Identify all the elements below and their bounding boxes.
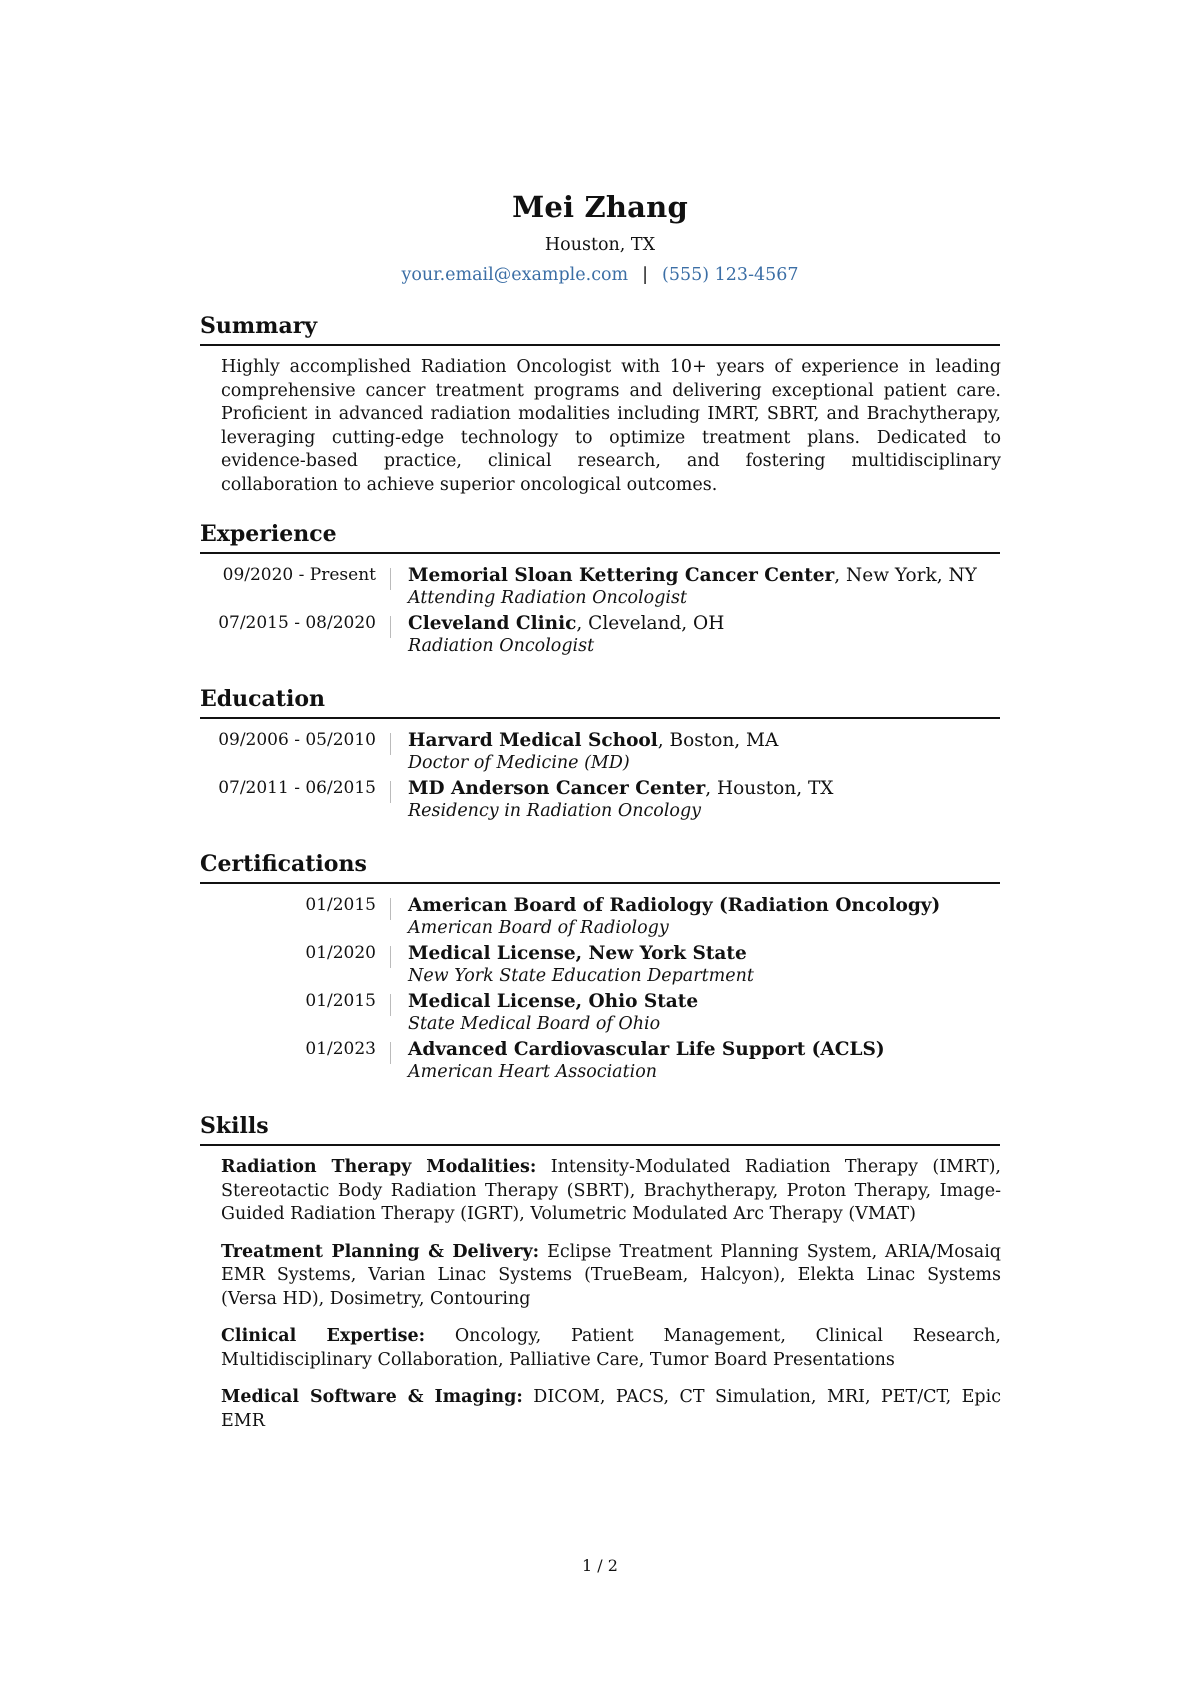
skill-label: Radiation Therapy Modalities: [221,1157,537,1177]
experience-section [200,518,1000,660]
skill-text: Oncology, Patient Management, Clinical Research, Multidisciplinary Collaboration, Palliative Care, Tumor Board Presentations [221,1326,1001,1370]
entry-divider [390,616,391,638]
entry-org: Memorial Sloan Kettering Cancer Center [408,565,835,586]
entry-org: Harvard Medical School [408,730,658,751]
entry-divider [390,781,391,803]
experience-entry [200,564,1000,612]
entry-org: MD Anderson Cancer Center [408,778,706,799]
entry-title [408,1038,885,1062]
entry-divider [390,733,391,755]
entry-issuer: State Medical Board of Ohio [408,1014,661,1034]
education-section [200,683,1000,825]
skill-group [221,1325,1001,1372]
page-number: 1 / 2 [582,1556,618,1575]
entry-date: 01/2015 [305,895,376,915]
entry-issuer: American Board of Radiology [408,918,669,938]
entry-date: 07/2015 - 08/2020 [218,613,376,633]
entry-date: 01/2015 [305,991,376,1011]
entry-role: Residency in Radiation Oncology [408,801,702,821]
entry-divider [390,568,391,590]
entry-role: Attending Radiation Oncologist [408,588,688,608]
certification-entry [200,990,1000,1038]
entry-issuer: New York State Education Department [408,966,754,986]
phone-link[interactable]: (555) 123-4567 [662,265,799,285]
entry-org: Cleveland Clinic [408,613,577,634]
skill-group [221,1386,1001,1433]
education-entry [200,729,1000,777]
entry-place: , Cleveland, OH [576,613,725,634]
experience-entry [200,612,1000,660]
certification-entry [200,942,1000,990]
skill-text: Eclipse Treatment Planning System, ARIA/Mosaiq EMR Systems, Varian Linac Systems (TrueBeam, Halcyon), Elekta Linac Systems (Versa HD), Dosimetry, Contouring [221,1241,1001,1309]
entry-divider [390,946,391,968]
entry-issuer: American Heart Association [408,1062,658,1082]
candidate-name: Mei Zhang [512,190,688,224]
section-title-certifications: Certifications [200,848,1000,884]
skill-text: DICOM, PACS, CT Simulation, MRI, PET/CT, Epic EMR [221,1387,1001,1431]
section-title-summary: Summary [200,310,1000,346]
entry-org: Medical License, New York State [408,943,747,964]
certifications-section [200,848,1000,1086]
entry-title [408,777,833,801]
skills-section [200,1110,1000,1447]
entry-role: Doctor of Medicine (MD) [408,753,630,773]
contact-line [200,265,1000,285]
skill-label: Medical Software & Imaging: [221,1387,523,1407]
entry-title [408,612,724,636]
entry-org: Medical License, Ohio State [408,991,699,1012]
entry-role: Radiation Oncologist [408,636,595,656]
section-title-skills: Skills [200,1110,1000,1146]
entry-date: 01/2023 [305,1039,376,1059]
skill-text: Intensity-Modulated Radiation Therapy (IMRT), Stereotactic Body Radiation Therapy (SBRT), Brachytherapy, Proton Therapy, Image-Guided Radiation Therapy (IGRT), Volumetric Modulated Arc Therapy (VMAT) [221,1157,1002,1224]
section-title-experience: Experience [200,518,1000,554]
certification-entry [200,894,1000,942]
entry-divider [390,994,391,1016]
entry-org: Advanced Cardiovascular Life Support (ACLS) [408,1039,885,1060]
entry-title [408,729,778,753]
contact-separator: | [642,265,649,285]
email-link[interactable]: your.email@example.com [401,265,629,285]
entry-date: 01/2020 [305,943,376,963]
resume-page [200,0,1000,1683]
certification-entry [200,1038,1000,1086]
skill-group [221,1156,1001,1227]
entry-place: , Houston, TX [705,778,834,799]
skill-group [221,1241,1001,1312]
entry-title [408,942,747,966]
entry-title [408,990,698,1014]
entry-date: 09/2006 - 05/2010 [218,730,376,750]
skill-label: Treatment Planning & Delivery: [221,1241,540,1262]
education-entry [200,777,1000,825]
entry-divider [390,1042,391,1064]
summary-section [200,310,1000,497]
entry-date: 07/2011 - 06/2015 [218,778,376,798]
entry-place: , New York, NY [834,565,977,586]
entry-place: , Boston, MA [657,730,779,751]
entry-title [408,564,977,588]
skill-label: Clinical Expertise: [221,1326,426,1346]
entry-org: American Board of Radiology (Radiation Oncology) [408,895,941,916]
entry-divider [390,898,391,920]
section-title-education: Education [200,683,1000,719]
entry-date: 09/2020 - Present [222,565,376,585]
candidate-location: Houston, TX [544,235,656,255]
summary-text: Highly accomplished Radiation Oncologist with 10+ years of experience in leading comprehensive cancer treatment programs and delivering exceptional patient care. Proficient in advanced radiation modalities including IMRT, SBRT, and Brachytherapy, leveraging cutting-edge technology to optimize treatment plans. Dedicated to evidence-based practice, clinical research, and fostering multidisciplinary collaboration to achieve superior oncological outcomes. [221,357,1001,495]
entry-title [408,894,940,918]
